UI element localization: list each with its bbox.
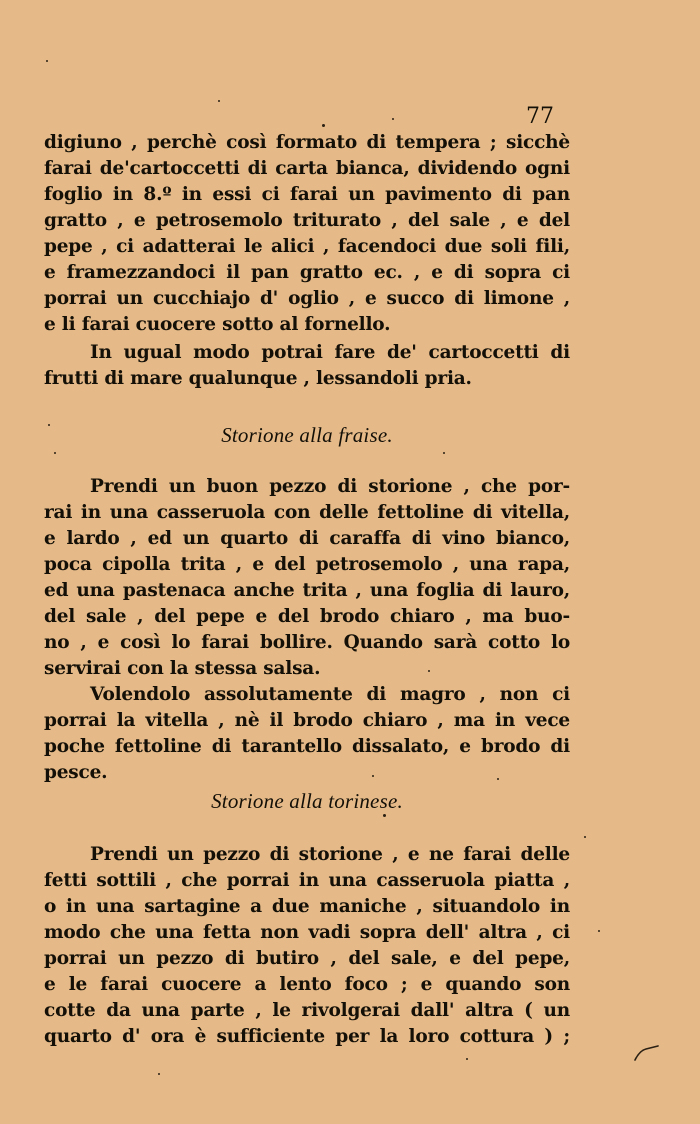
- text-line: e li farai cuocere sotto al fornello.: [44, 314, 391, 335]
- scan-speck: [584, 836, 586, 838]
- scan-speck: [428, 670, 430, 672]
- text-line: e lardo , ed un quarto di caraffa di vino bianco,: [44, 528, 570, 549]
- text-line: digiuno , perchè così formato di tempera ; sicchè: [44, 132, 570, 153]
- text-line: gratto , e petrosemolo triturato , del sale , e del: [44, 210, 570, 231]
- text-line: Prendi un buon pezzo di storione , che por-: [90, 476, 570, 497]
- scan-speck: [46, 60, 48, 62]
- scan-speck: [497, 778, 499, 780]
- text-line: e framezzandoci il pan gratto ec. , e di sopra ci: [44, 262, 570, 283]
- text-line: pepe , ci adatterai le alici , facendoci due soli fili,: [44, 236, 570, 257]
- scan-speck: [54, 452, 56, 454]
- text-line: modo che una fetta non vadi sopra dell' altra , ci: [44, 922, 570, 943]
- text-line: Prendi un pezzo di storione , e ne farai delle: [90, 844, 570, 865]
- text-line: servirai con la stessa salsa.: [44, 658, 321, 679]
- text-line: fetti sottili , che porrai in una casseruola piatta ,: [44, 870, 570, 891]
- text-line: no , e così lo farai bollire. Quando sarà cotto lo: [44, 632, 570, 653]
- text-line: e le farai cuocere a lento foco ; e quando son: [44, 974, 570, 995]
- text-line: farai de'cartoccetti di carta bianca, dividendo ogni: [44, 158, 570, 179]
- scan-speck: [48, 424, 50, 426]
- scan-speck: [158, 1073, 160, 1075]
- scan-speck: [322, 124, 325, 127]
- text-line: cotte da una parte , le rivolgerai dall' altra ( un: [44, 1000, 570, 1021]
- text-line: quarto d' ora è sufficiente per la loro cottura ) ;: [44, 1026, 570, 1047]
- page-number: 77: [526, 104, 554, 129]
- scan-speck: [218, 100, 220, 102]
- text-line: pesce.: [44, 762, 108, 783]
- text-line: porrai un cucchiajo d' oglio , e succo di limone ,: [44, 288, 570, 309]
- section-heading: Storione alla fraise.: [221, 423, 393, 447]
- text-line: Volendolo assolutamente di magro , non ci: [90, 684, 570, 705]
- text-line: rai in una casseruola con delle fettoline di vitella,: [44, 502, 570, 523]
- text-line: foglio in 8.º in essi ci farai un pavimento di pan: [44, 184, 570, 205]
- scan-speck: [383, 814, 386, 817]
- text-line: poca cipolla trita , e del petrosemolo , una rapa,: [44, 554, 570, 575]
- scan-speck: [392, 118, 394, 120]
- scan-speck: [466, 1058, 468, 1060]
- scan-speck: [598, 930, 600, 932]
- text-line: porrai la vitella , nè il brodo chiaro , ma in vece: [44, 710, 570, 731]
- text-line: ed una pastenaca anche trita , una foglia di lauro,: [44, 580, 570, 601]
- text-line: frutti di mare qualunque , lessandoli pria.: [44, 368, 472, 389]
- scan-speck: [372, 775, 374, 777]
- text-line: del sale , del pepe e del brodo chiaro , ma buo-: [44, 606, 570, 627]
- section-heading: Storione alla torinese.: [211, 789, 403, 813]
- text-line: poche fettoline di tarantello dissalato, e brodo di: [44, 736, 570, 757]
- pencil-mark-icon: [632, 1040, 660, 1062]
- text-line: porrai un pezzo di butiro , del sale, e del pepe,: [44, 948, 570, 969]
- scan-speck: [443, 452, 445, 454]
- text-line: o in una sartagine a due maniche , situandolo in: [44, 896, 570, 917]
- text-line: In ugual modo potrai fare de' cartoccetti di: [90, 342, 570, 363]
